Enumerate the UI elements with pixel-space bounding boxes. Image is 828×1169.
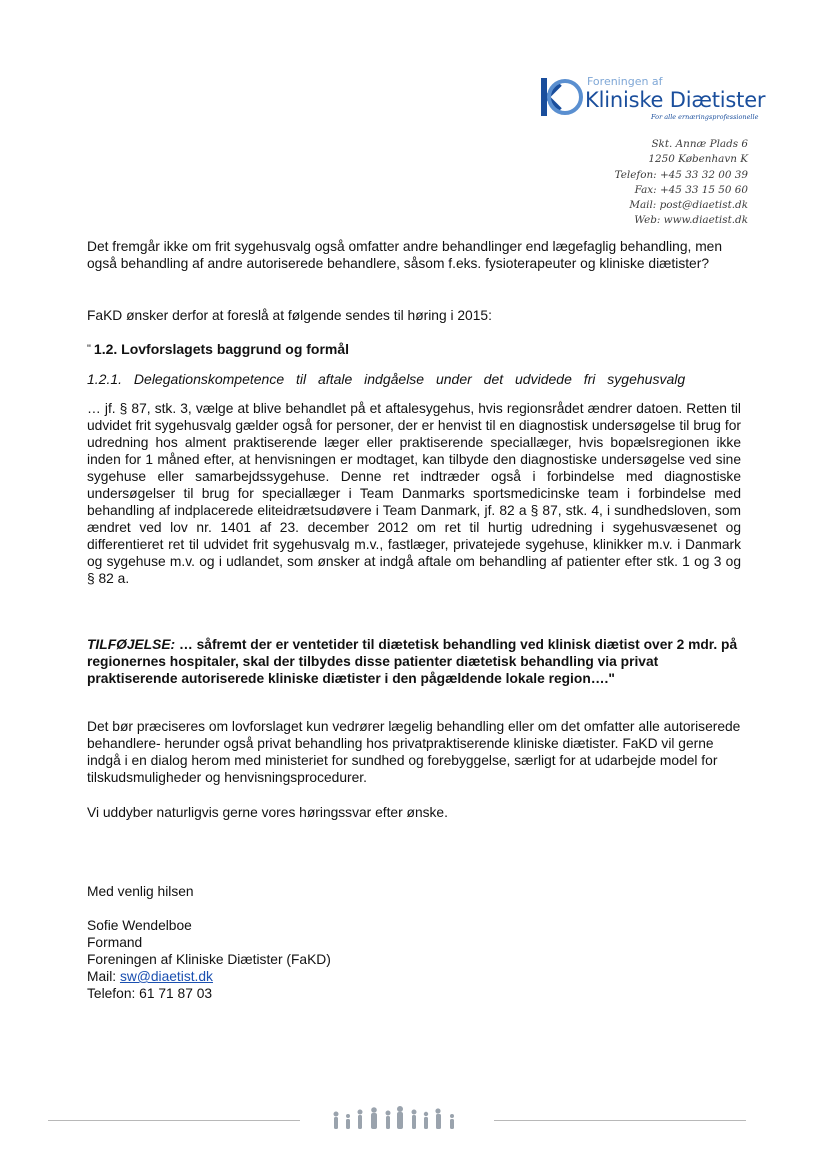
signature-block — [87, 917, 331, 1002]
intro-paragraph: Det fremgår ikke om frit sygehusvalg også omfatter andre behandlinger end lægefaglig behandling, men også behandling af andre autoriserede behandlere, såsom f.eks. fysioterapeuter og kliniske diætister? — [87, 239, 723, 271]
address-web: Web: www.diaetist.dk — [634, 214, 748, 227]
signer-phone: Telefon: 61 71 87 03 — [87, 986, 213, 1001]
organization-logo — [538, 74, 766, 122]
clarification-paragraph: Det bør præciseres om lovforslaget kun vedrører lægelig behandling eller om det omfatter alle autoriserede behandlere- herunder også privat behandling hos privatpraktiserende kliniske diætister. FaKD vil gerne indgå i en dialog herom med ministeriet for sundhed og forebyggelse, særligt for at udarbejde model for tilskudsmuligheder og henvisningsprocedurer. — [87, 719, 741, 785]
heading-text: 1.2. Lovforslagets baggrund og formål — [93, 341, 350, 357]
address-block — [488, 137, 748, 229]
logo-org-small: Foreningen af — [587, 75, 663, 88]
address-phone: Telefon: +45 33 32 00 39 — [614, 168, 748, 181]
greeting: Med venlig hilsen — [87, 884, 194, 899]
logo-org-main: Kliniske Diætister — [585, 88, 766, 112]
fakd-logo-icon — [538, 74, 586, 122]
mail-label: Mail: — [87, 969, 120, 984]
signer-title: Formand — [87, 935, 143, 950]
addition-paragraph — [87, 636, 741, 687]
address-mail: Mail: post@diaetist.dk — [629, 199, 748, 212]
closing-paragraph: Vi uddyber naturligvis gerne vores høringssvar efter ønske. — [87, 805, 448, 820]
logo-tagline: For alle ernæringsprofessionelle — [651, 113, 759, 121]
proposal-paragraph: FaKD ønsker derfor at foreslå at følgende sendes til høring i 2015: — [87, 308, 492, 323]
address-city: 1250 København K — [648, 153, 748, 166]
mail-link[interactable]: sw@diaetist.dk — [119, 969, 213, 984]
footer-divider-left — [48, 1120, 300, 1121]
signer-organization: Foreningen af Kliniske Diætister (FaKD) — [87, 952, 331, 967]
address-street: Skt. Annæ Plads 6 — [651, 138, 748, 150]
footer-divider-right — [494, 1120, 746, 1121]
addition-text: … såfremt der er ventetider til diætetisk behandling ved klinisk diætist over 2 mdr. på regionernes hospitaler, skal der tilbydes disse patienter diætetisk behandling via privat praktiserende autoriserede kliniske diætister i den pågældende lokale region…." — [87, 637, 738, 686]
address-fax: Fax: +45 33 15 50 60 — [634, 183, 748, 196]
people-silhouettes-icon — [328, 1100, 468, 1136]
law-text-paragraph: … jf. § 87, stk. 3, vælge at blive behandlet på et aftalesygehus, hvis regionsrådet ændrer datoen. Retten til udvidet frit sygehusvalg gælder også for personer, der er henvist til en diagnostisk undersøgelse til brug for udredning hos alment praktiserende læger eller praktiserende speciallæger, hvis bopælsregionen ikke inden for 1 måned efter, at henvisningen er modtaget, kan tilbyde den diagnostiske undersøgelse ved sine sygehuse eller samarbejdssygehuse. Denne ret indtræder også i forbindelse med diagnostiske undersøgelser til brug for speciallæger i Team Danmarks sportsmedicinske team i forbindelse med behandling af indplacerede eliteidrætsudøvere i Team Danmark, jf. 82 a § 87, stk. 4, i sundhedsloven, som ændret ved lov nr. 1401 af 23. december 2012 om ret til hurtig udredning i sygehusvæsenet og differentieret ret til udvidet frit sygehusvalg m.v., fastlæger, privatejede sygehuse, klinikker m.v. i Danmark og sygehuse m.v. og i udlandet, som ønsker at indgå aftale om behandling af patienter efter stk. 1 og 3 og § 82 a. — [87, 401, 741, 586]
quote-open: " — [87, 343, 91, 355]
signer-name: Sofie Wendelboe — [87, 918, 192, 933]
section-heading — [87, 341, 741, 358]
addition-label: TILFØJELSE: — [87, 637, 176, 652]
signer-mail-line — [87, 968, 331, 985]
section-subheading: 1.2.1. Delegationskompetence til aftale indgåelse under det udvidede fri sygehusvalg — [87, 371, 686, 387]
